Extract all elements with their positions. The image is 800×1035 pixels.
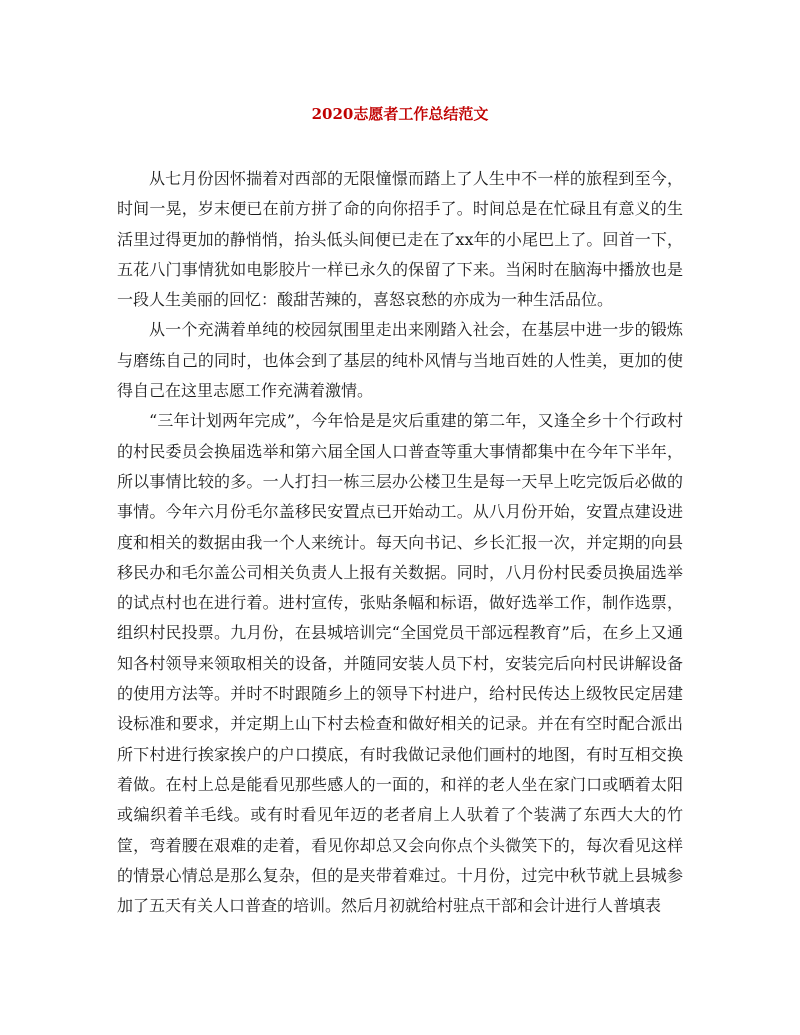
paragraph-2: 从一个充满着单纯的校园氛围里走出来刚踏入社会，在基层中进一步的锻炼与磨练自己的同时，也体会到了基层的纯朴风情与当地百姓的人性美，更加的使得自己在这里志愿工作充满着激情。 (117, 320, 683, 401)
paragraph-1: 从七月份因怀揣着对西部的无限憧憬而踏上了人生中不一样的旅程到至今，时间一晃，岁末便已在前方拼了命的向你招手了。时间总是在忙碌且有意义的生活里过得更加的静悄悄，抬头低头间便已走在了xx年的小尾巴上了。回首一下，五花八门事情犹如电影胶片一样已永久的保留了下来。当闲时在脑海中播放也是一段人生美丽的回忆：酸甜苦辣的，喜怒哀愁的亦成为一种生活品位。 (117, 169, 683, 310)
paragraph-3: “三年计划两年完成”，今年恰是是灾后重建的第二年，又逢全乡十个行政村的村民委员会换届选举和第六届全国人口普查等重大事情都集中在今年下半年，所以事情比较的多。一人打扫一栋三层办公楼卫生是每一天早上吃完饭后必做的事情。今年六月份毛尔盖移民安置点已开始动工。从八月份开始，安置点建设进度和相关的数据由我一个人来统计。每天向书记、乡长汇报一次，并定期的向县移民办和毛尔盖公司相关负责人上报有关数据。同时，八月份村民委员换届选举的试点村也在进行着。进村宣传，张贴条幅和标语，做好选举工作，制作选票，组织村民投票。九月份，在县城培训完“全国党员干部远程教育”后，在乡上又通知各村领导来领取相关的设备，并随同安装人员下村，安装完后向村民讲解设备的使用方法等。并时不时跟随乡上的领导下村进户，给村民传达上级牧民定居建设标准和要求，并定期上山下村去检查和做好相关的记录。并在有空时配合派出所下村进行挨家挨户的户口摸底，有时我做记录他们画村的地图，有时互相交换着做。在村上总是能看见那些感人的一面的，和祥的老人坐在家门口或晒着太阳或编织着羊毛线。或有时看见年迈的老者肩上人驮着了个装满了东西大大的竹筐，弯着腰在艰难的走着，看见你却总又会向你点个头微笑下的，每次看见这样的情景心情总是那么复杂，但的是夹带着难过。十月份，过完中秋节就上县城参加了五天有关人口普查的培训。然后月初就给村驻点干部和会计进行人普填表 (117, 411, 683, 916)
document-title: 2020志愿者工作总结范文 (311, 105, 489, 123)
document-body (117, 164, 683, 921)
